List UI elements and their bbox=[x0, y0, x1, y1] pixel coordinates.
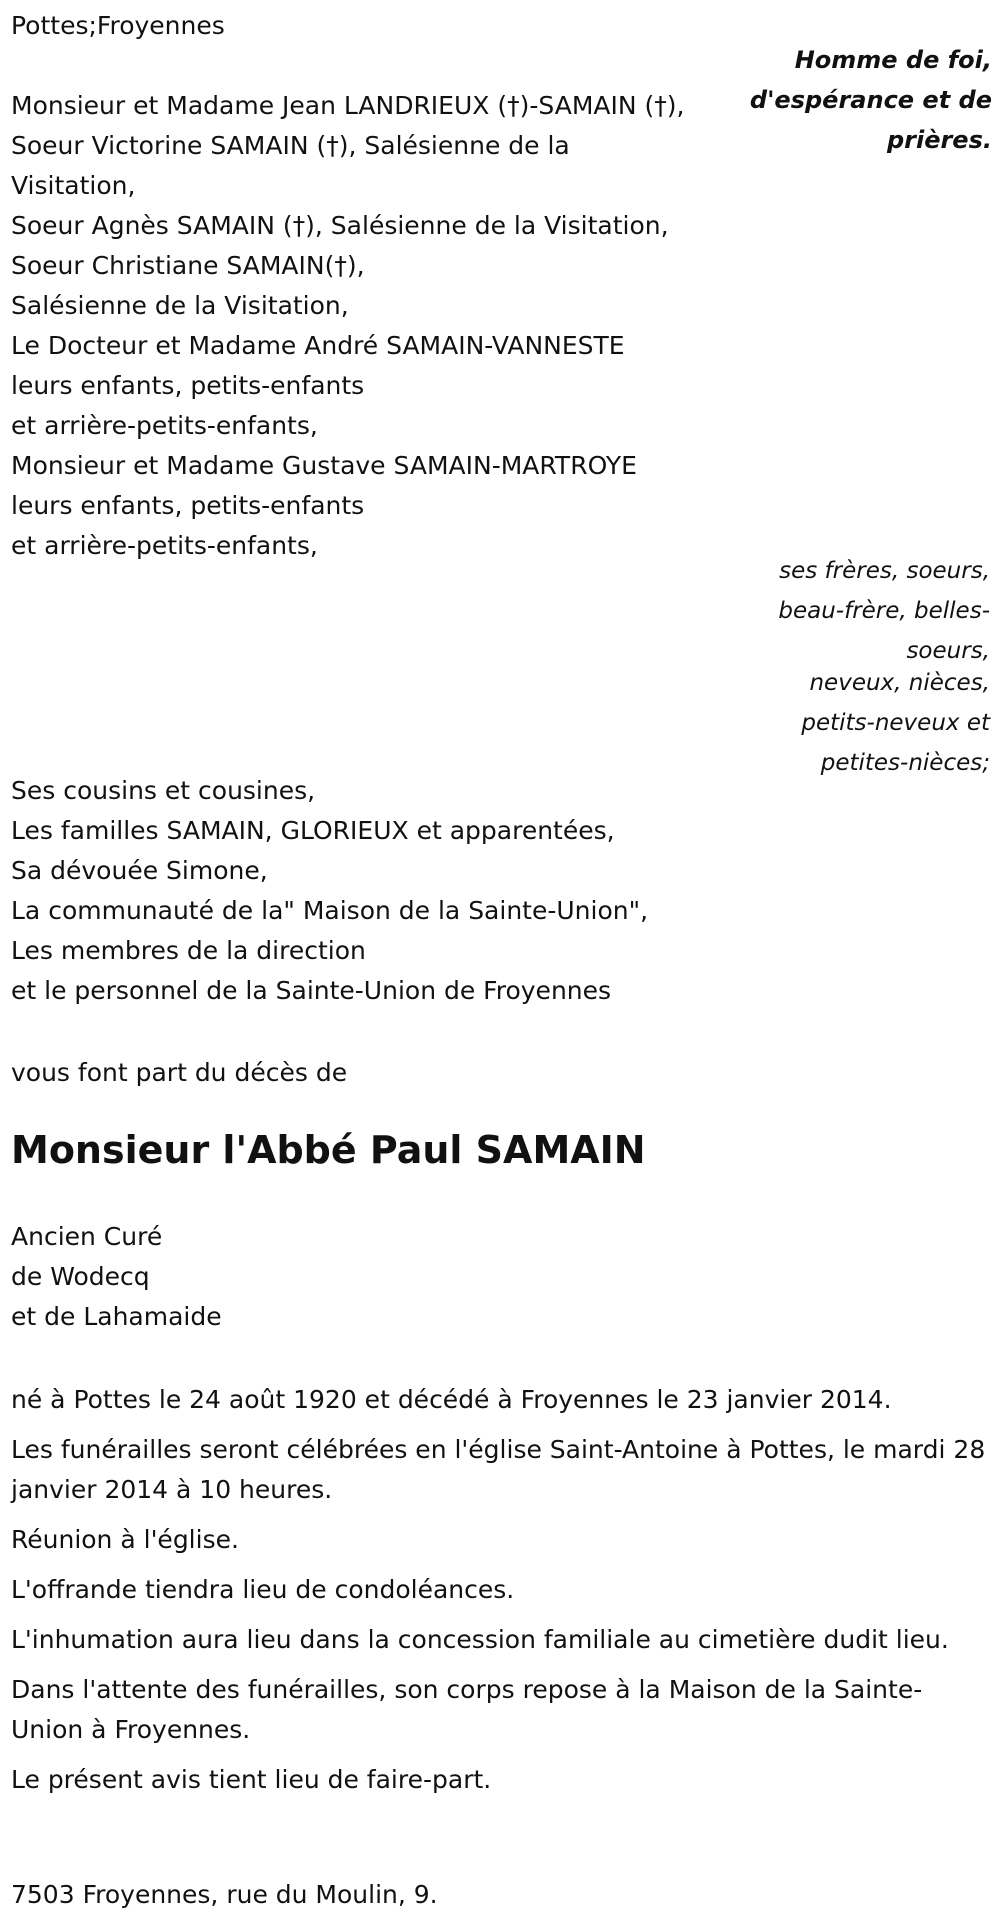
title-line: de Wodecq bbox=[11, 1262, 150, 1291]
title-line: et de Lahamaide bbox=[11, 1302, 222, 1331]
motto bbox=[732, 40, 992, 160]
deceased-title bbox=[11, 1217, 222, 1337]
detail-paragraph: Le présent avis tient lieu de faire-part. bbox=[11, 1765, 492, 1794]
relatives-nephews: neveux, nièces, petits-neveux et petites-nièces; bbox=[801, 670, 990, 776]
others-line: La communauté de la" Maison de la Sainte-Union", bbox=[11, 896, 649, 925]
others-line: Ses cousins et cousines, bbox=[11, 776, 316, 805]
motto-line: d'espérance et de bbox=[749, 86, 992, 114]
family-list bbox=[11, 86, 684, 566]
others-line: Les membres de la direction bbox=[11, 936, 366, 965]
motto-line: Homme de foi, bbox=[794, 46, 992, 74]
family-line: Soeur Victorine SAMAIN (†), Salésienne de la bbox=[11, 131, 570, 160]
detail-paragraph: L'inhumation aura lieu dans la concession familiale au cimetière dudit lieu. bbox=[11, 1625, 949, 1654]
family-line: Monsieur et Madame Jean LANDRIEUX (†)-SAMAIN (†), bbox=[11, 91, 685, 120]
detail-paragraph: L'offrande tiendra lieu de condoléances. bbox=[11, 1575, 515, 1604]
detail-paragraph: Les funérailles seront célébrées en l'église Saint-Antoine à Pottes, le mardi 28 janvier 2014 à 10 heures. bbox=[11, 1435, 986, 1504]
others-list bbox=[11, 771, 648, 1011]
family-line: Visitation, bbox=[11, 171, 136, 200]
detail-paragraph: Réunion à l'église. bbox=[11, 1525, 239, 1554]
family-line: et arrière-petits-enfants, bbox=[11, 531, 318, 560]
family-line: et arrière-petits-enfants, bbox=[11, 411, 318, 440]
family-line: Salésienne de la Visitation, bbox=[11, 291, 349, 320]
announcement: vous font part du décès de bbox=[11, 1058, 348, 1087]
family-line: Soeur Agnès SAMAIN (†), Salésienne de la Visitation, bbox=[11, 211, 669, 240]
detail-paragraph: Dans l'attente des funérailles, son corps repose à la Maison de la Sainte-Union à Froyennes. bbox=[11, 1675, 923, 1744]
title-line: Ancien Curé bbox=[11, 1222, 163, 1251]
family-line: leurs enfants, petits-enfants bbox=[11, 491, 365, 520]
family-line: Le Docteur et Madame André SAMAIN-VANNESTE bbox=[11, 331, 625, 360]
family-line: leurs enfants, petits-enfants bbox=[11, 371, 365, 400]
relatives-list bbox=[760, 551, 990, 783]
motto-line: prières. bbox=[886, 126, 992, 154]
details bbox=[11, 1380, 986, 1810]
address: 7503 Froyennes, rue du Moulin, 9. bbox=[11, 1880, 438, 1909]
others-line: Sa dévouée Simone, bbox=[11, 856, 268, 885]
detail-paragraph: né à Pottes le 24 août 1920 et décédé à Froyennes le 23 janvier 2014. bbox=[11, 1385, 892, 1414]
others-line: Les familles SAMAIN, GLORIEUX et apparentées, bbox=[11, 816, 615, 845]
relatives-siblings: ses frères, soeurs, beau-frère, belles-soeurs, bbox=[778, 558, 990, 664]
place-header: Pottes;Froyennes bbox=[11, 11, 225, 40]
family-line: Monsieur et Madame Gustave SAMAIN-MARTROYE bbox=[11, 451, 637, 480]
others-line: et le personnel de la Sainte-Union de Froyennes bbox=[11, 976, 612, 1005]
deceased-name: Monsieur l'Abbé Paul SAMAIN bbox=[11, 1128, 646, 1172]
family-line: Soeur Christiane SAMAIN(†), bbox=[11, 251, 365, 280]
